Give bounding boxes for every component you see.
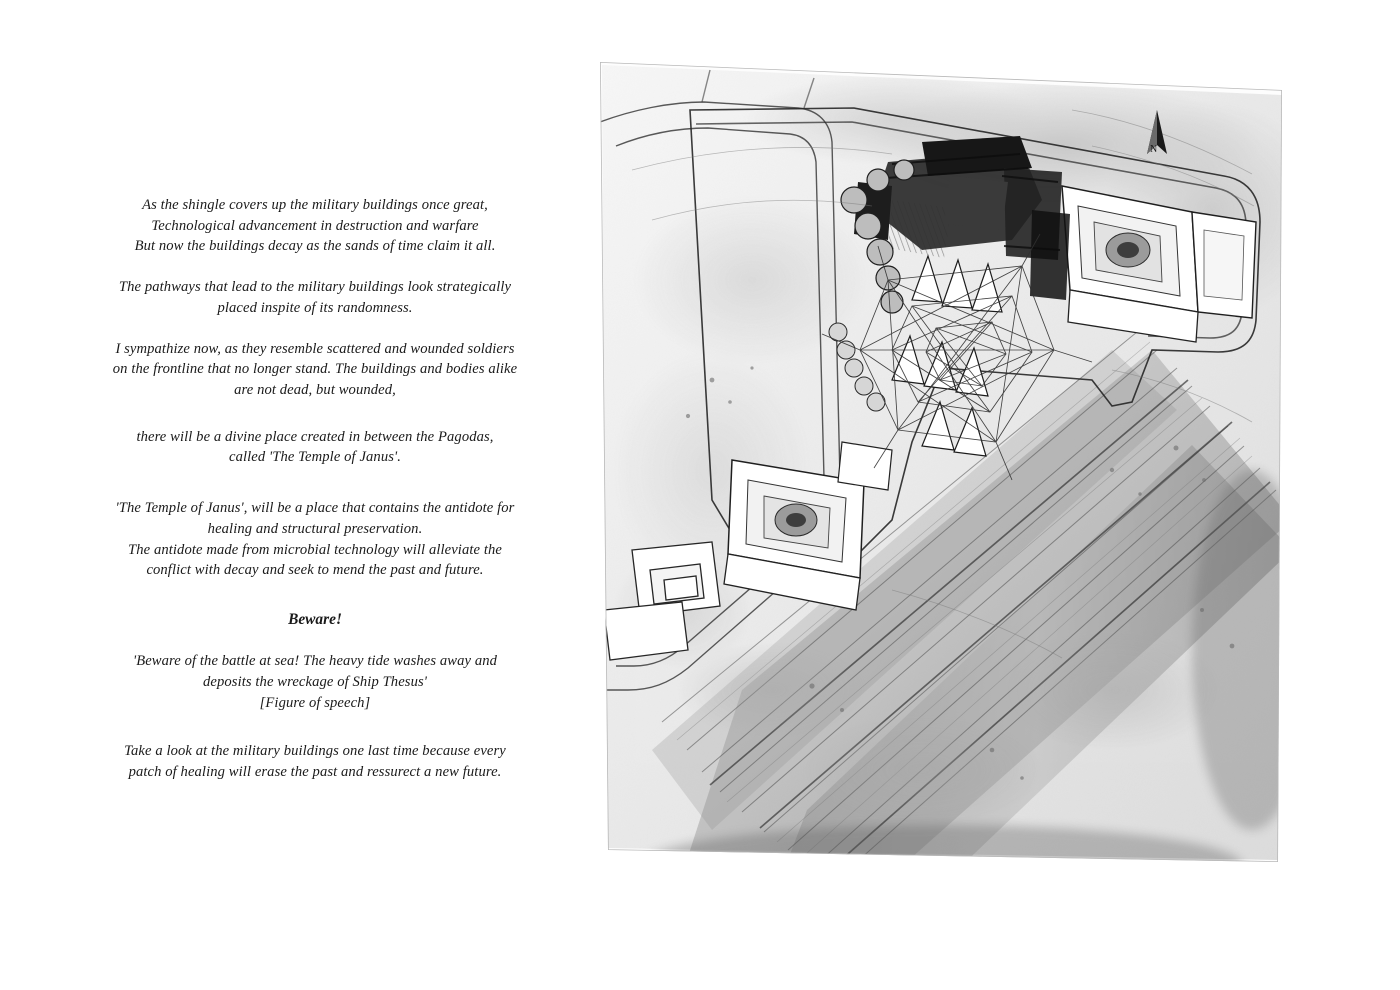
poem-line: called 'The Temple of Janus'. bbox=[229, 449, 401, 466]
poem-stanza bbox=[95, 427, 535, 468]
poem-line: there will be a divine place created in between the Pagodas, bbox=[136, 428, 494, 445]
poem-line: 'The Temple of Janus', will be a place that contains the antidote for bbox=[115, 500, 515, 517]
poem-line: 'Beware of the battle at sea! The heavy tide washes away and bbox=[132, 653, 498, 670]
poem-stanza bbox=[95, 651, 535, 713]
poem-line: As the shingle covers up the military buildings once great, bbox=[142, 197, 488, 213]
poem-stanza bbox=[95, 277, 535, 318]
poem-stanza bbox=[95, 498, 535, 581]
poem-stanza bbox=[95, 195, 535, 257]
site-plan-svg bbox=[592, 50, 1292, 875]
poem-line: Technological advancement in destruction and warfare bbox=[151, 217, 479, 234]
poem-line: placed inspite of its randomness. bbox=[217, 299, 413, 316]
poem-line: The antidote made from microbial technology will alleviate the bbox=[128, 541, 502, 558]
poem-line: deposits the wreckage of Ship Thesus' bbox=[203, 673, 427, 690]
poem-text-block bbox=[95, 195, 535, 803]
poem-line: conflict with decay and seek to mend the past and future. bbox=[146, 562, 484, 579]
poem-line: on the frontline that no longer stand. The buildings and bodies alike bbox=[112, 361, 518, 378]
north-label: N bbox=[1150, 144, 1158, 155]
poem-line: [Figure of speech] bbox=[259, 694, 371, 711]
north-arrow-svg bbox=[1140, 108, 1174, 170]
poem-line: patch of healing will erase the past and ressurect a new future. bbox=[128, 763, 502, 780]
poem-line: The pathways that lead to the military buildings look strategically bbox=[118, 279, 512, 296]
north-arrow-icon bbox=[1140, 108, 1174, 170]
poem-stanza bbox=[95, 339, 535, 401]
drawing-content bbox=[592, 50, 1292, 875]
poem-line: are not dead, but wounded, bbox=[234, 382, 396, 399]
poem-line: I sympathize now, as they resemble scattered and wounded soldiers bbox=[115, 340, 515, 357]
site-plan-drawing bbox=[592, 50, 1292, 875]
poem-line: Take a look at the military buildings one last time because every bbox=[124, 743, 506, 760]
poem-stanza bbox=[95, 741, 535, 782]
poem-line: healing and structural preservation. bbox=[207, 520, 423, 537]
poem-line: But now the buildings decay as the sands of time claim it all. bbox=[134, 238, 496, 255]
beware-heading: Beware! bbox=[288, 611, 342, 629]
